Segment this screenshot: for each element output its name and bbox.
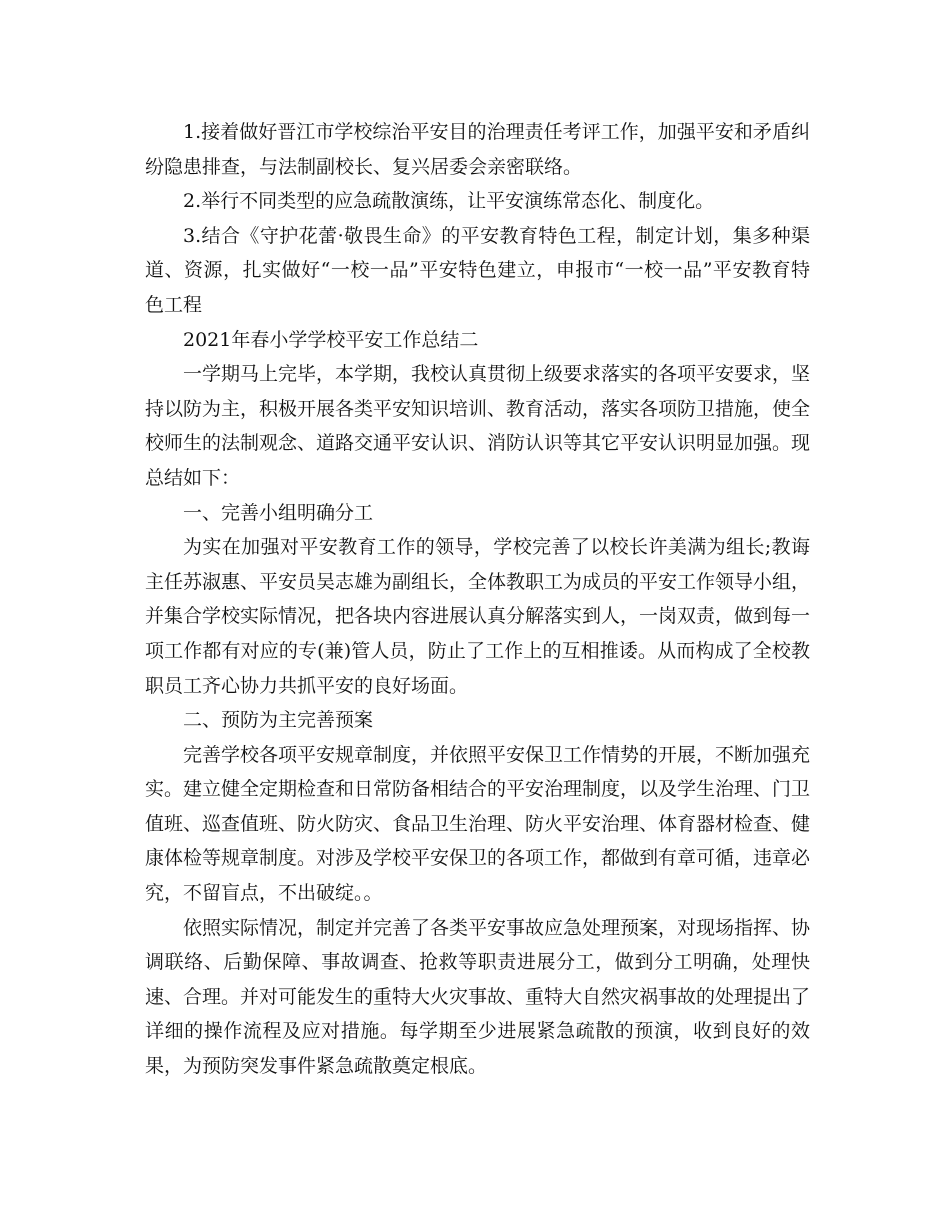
paragraph-section-1: 为实在加强对平安教育工作的领导，学校完善了以校长许美满为组长;教诲主任苏淑惠、平安员吴志雄为副组长，全体教职工为成员的平安工作领导小组，并集合学校实际情况，把各块内容进展认真分解落实到人，一岗双责，做到每一项工作都有对应的专(兼)管人员，防止了工作上的互相推诿。从而构成了全校教职员工齐心协力共抓平安的良好场面。	[145, 536, 811, 697]
heading-section-2: 二、预防为主完善预案	[183, 709, 374, 732]
document-page	[145, 115, 810, 1084]
paragraph-task-3: 3.结合《守护花蕾·敬畏生命》的平安教育特色工程，制定计划，集多种渠道、资源，扎实做好“一校一品”平安特色建立，申报市“一校一品”平安教育特色工程	[145, 224, 810, 316]
paragraph-section-2a: 完善学校各项平安规章制度，并依照平安保卫工作情势的开展，不断加强充实。建立健全定期检查和日常防备相结合的平安治理制度，以及学生治理、门卫值班、巡查值班、防火防灾、食品卫生治理、防火平安治理、体育器材检查、健康体检等规章制度。对涉及学校平安保卫的各项工作，都做到有章可循，违章必究，不留盲点，不出破绽。。	[145, 743, 811, 905]
paragraph-intro: 一学期马上完毕，本学期，我校认真贯彻上级要求落实的各项平安要求，坚持以防为主，积极开展各类平安知识培训、教育活动，落实各项防卫措施，使全校师生的法制观念、道路交通平安认识、消防认识等其它平安认识明显加强。现总结如下：	[145, 363, 811, 489]
paragraph-section-2b: 依照实际情况，制定并完善了各类平安事故应急处理预案，对现场指挥、协调联络、后勤保障、事故调查、抢救等职责进展分工，做到分工明确，处理快速、合理。并对可能发生的重特大火灾事故、重特大自然灾祸事故的处理提出了详细的操作流程及应对措施。每学期至少进展紧急疏散的预演，收到良好的效果，为预防突发事件紧急疏散奠定根底。	[145, 916, 811, 1078]
section-title: 2021年春小学学校平安工作总结二	[183, 328, 479, 351]
heading-section-1: 一、完善小组明确分工	[183, 501, 374, 524]
paragraph-task-2: 2.举行不同类型的应急疏散演练，让平安演练常态化、制度化。	[183, 190, 715, 213]
paragraph-task-1: 1.接着做好晋江市学校综治平安目的治理责任考评工作，加强平安和矛盾纠纷隐患排查，与法制副校长、复兴居委会亲密联络。	[145, 121, 810, 178]
